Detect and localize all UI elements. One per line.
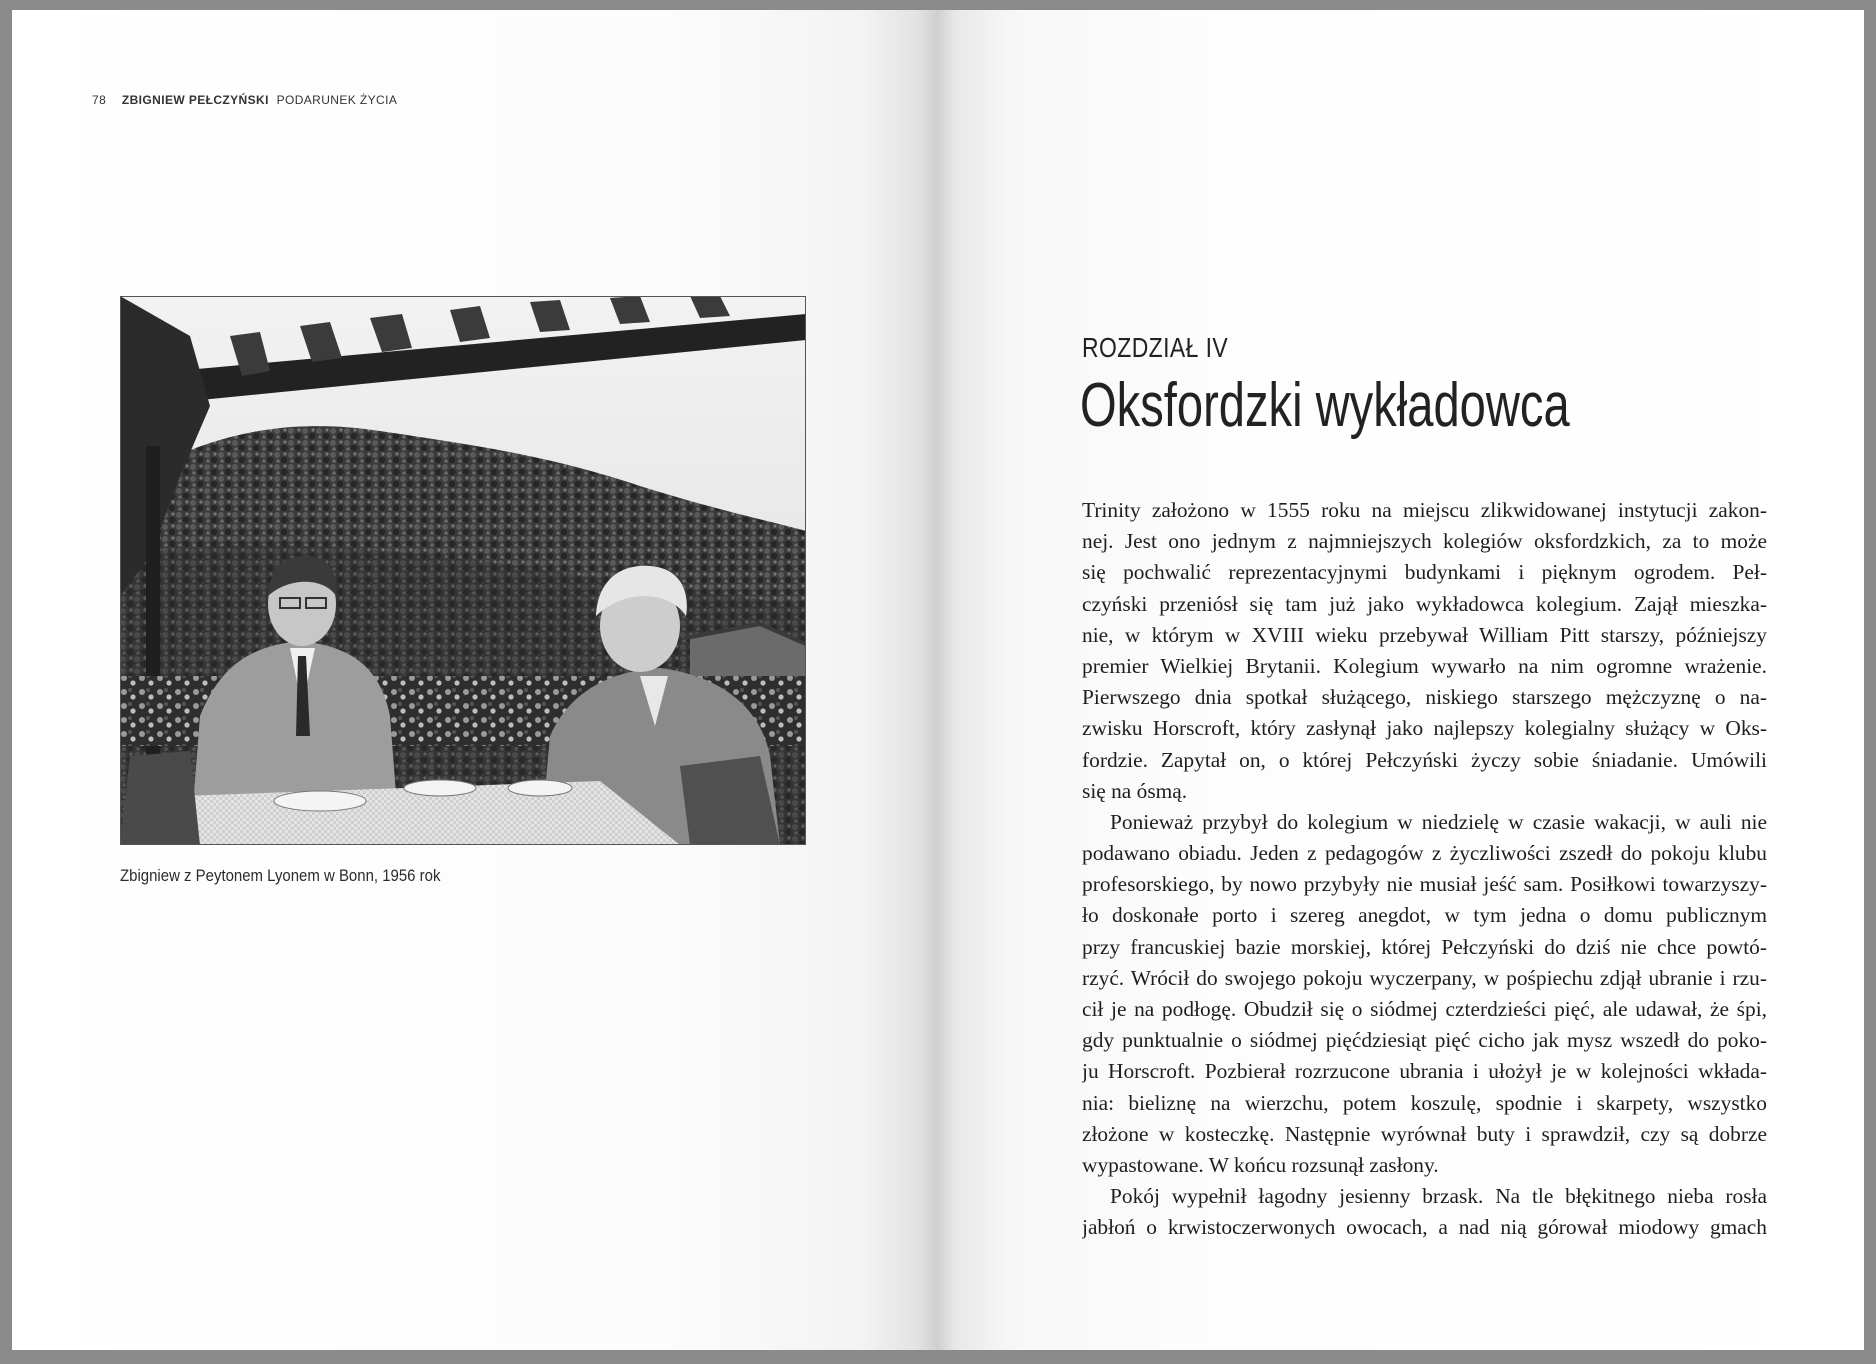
running-head [92,93,397,107]
text-line: nej. Jest ono jednym z najmniejszych kolegiów oksfordzkich, za to może [1082,529,1767,554]
text-line: premier Wielkiej Brytanii. Kolegium wywarło na nim ogromne wrażenie. [1082,653,1767,678]
page-number: 78 [92,93,107,107]
text-line: rzyć. Wrócił do swojego pokoju wyczerpany, w pośpiechu zdjął ubranie i rzu- [1082,965,1767,990]
text-line: się na ósmą. [1082,778,1188,803]
text-line: podawano obiadu. Jeden z pedagogów z życzliwości zszedł do pokoju klubu [1082,841,1767,866]
book-spread [12,10,1864,1350]
photo-two-men-at-table [120,296,806,845]
text-line: gdy punktualnie o siódmej pięćdziesiąt pięć cicho jak mysz wszedł do poko- [1082,1028,1767,1053]
text-line: czyński przeniósł się tam już jako wykładowca kolegium. Zajął mieszka- [1082,591,1767,616]
left-page [12,10,937,1350]
text-line: Ponieważ przybył do kolegium w niedzielę w czasie wakacji, w auli nie [1110,809,1767,834]
text-line: nie, w którym w XVIII wieku przebywał William Pitt starszy, późniejszy [1082,622,1767,647]
text-line: profesorskiego, by nowo przybyły nie musiał jeść sam. Posiłkowi towarzyszy- [1082,872,1767,897]
running-head-author: ZBIGNIEW PEŁCZYŃSKI [121,93,269,107]
text-line: przy francuskiej bazie morskiej, której Pełczyński do dziś nie chce powtó- [1082,934,1767,959]
text-line: ło doskonałe porto i szereg anegdot, w tym jedna o domu publicznym [1082,903,1767,928]
text-line: ju Horscroft. Pozbierał rozrzucone ubrania i ułożył je w kolejności wkłada- [1082,1059,1767,1084]
text-line: jabłoń o krwistoczerwonych owocach, a nad nią górował miodowy gmach [1082,1215,1767,1240]
text-line: się pochwalić reprezentacyjnymi budynkami i pięknym ogrodem. Peł- [1082,560,1767,585]
text-line: Pokój wypełnił łagodny jesienny brzask. Na tle błękitnego nieba rosła [1110,1184,1767,1209]
text-line: fordzie. Zapytał on, o której Pełczyński życzy sobie śniadanie. Umówili [1082,747,1767,772]
chapter-label: ROZDZIAŁ IV [1082,332,1229,363]
photo-caption: Zbigniew z Peytonem Lyonem w Bonn, 1956 rok [120,866,441,885]
running-head-title: PODARUNEK ŻYCIA [276,93,398,107]
text-line: Pierwszego dnia spotkał służącego, niskiego starszego mężczyznę o na- [1082,685,1767,710]
text-line: zwisku Horscroft, który zasłynął jako najlepszy kolegialny służący w Oks- [1082,716,1767,741]
body-text [1082,495,1767,1244]
text-line: nia: bieliznę na wierzchu, potem koszulę, spodnie i skarpety, wszystko [1082,1090,1767,1115]
right-page [937,10,1864,1350]
chapter-title: Oksfordzki wykładowca [1080,371,1570,440]
text-line: wypastowane. W końcu rozsunął zasłony. [1082,1152,1439,1177]
text-line: cił je na podłogę. Obudził się o siódmej czterdzieści pięć, ale udawał, że śpi, [1082,997,1767,1021]
text-line: Trinity założono w 1555 roku na miejscu zlikwidowanej instytucji zakon- [1082,498,1767,522]
text-line: złożone w kosteczkę. Następnie wyrównał buty i sprawdził, czy są dobrze [1082,1121,1767,1146]
